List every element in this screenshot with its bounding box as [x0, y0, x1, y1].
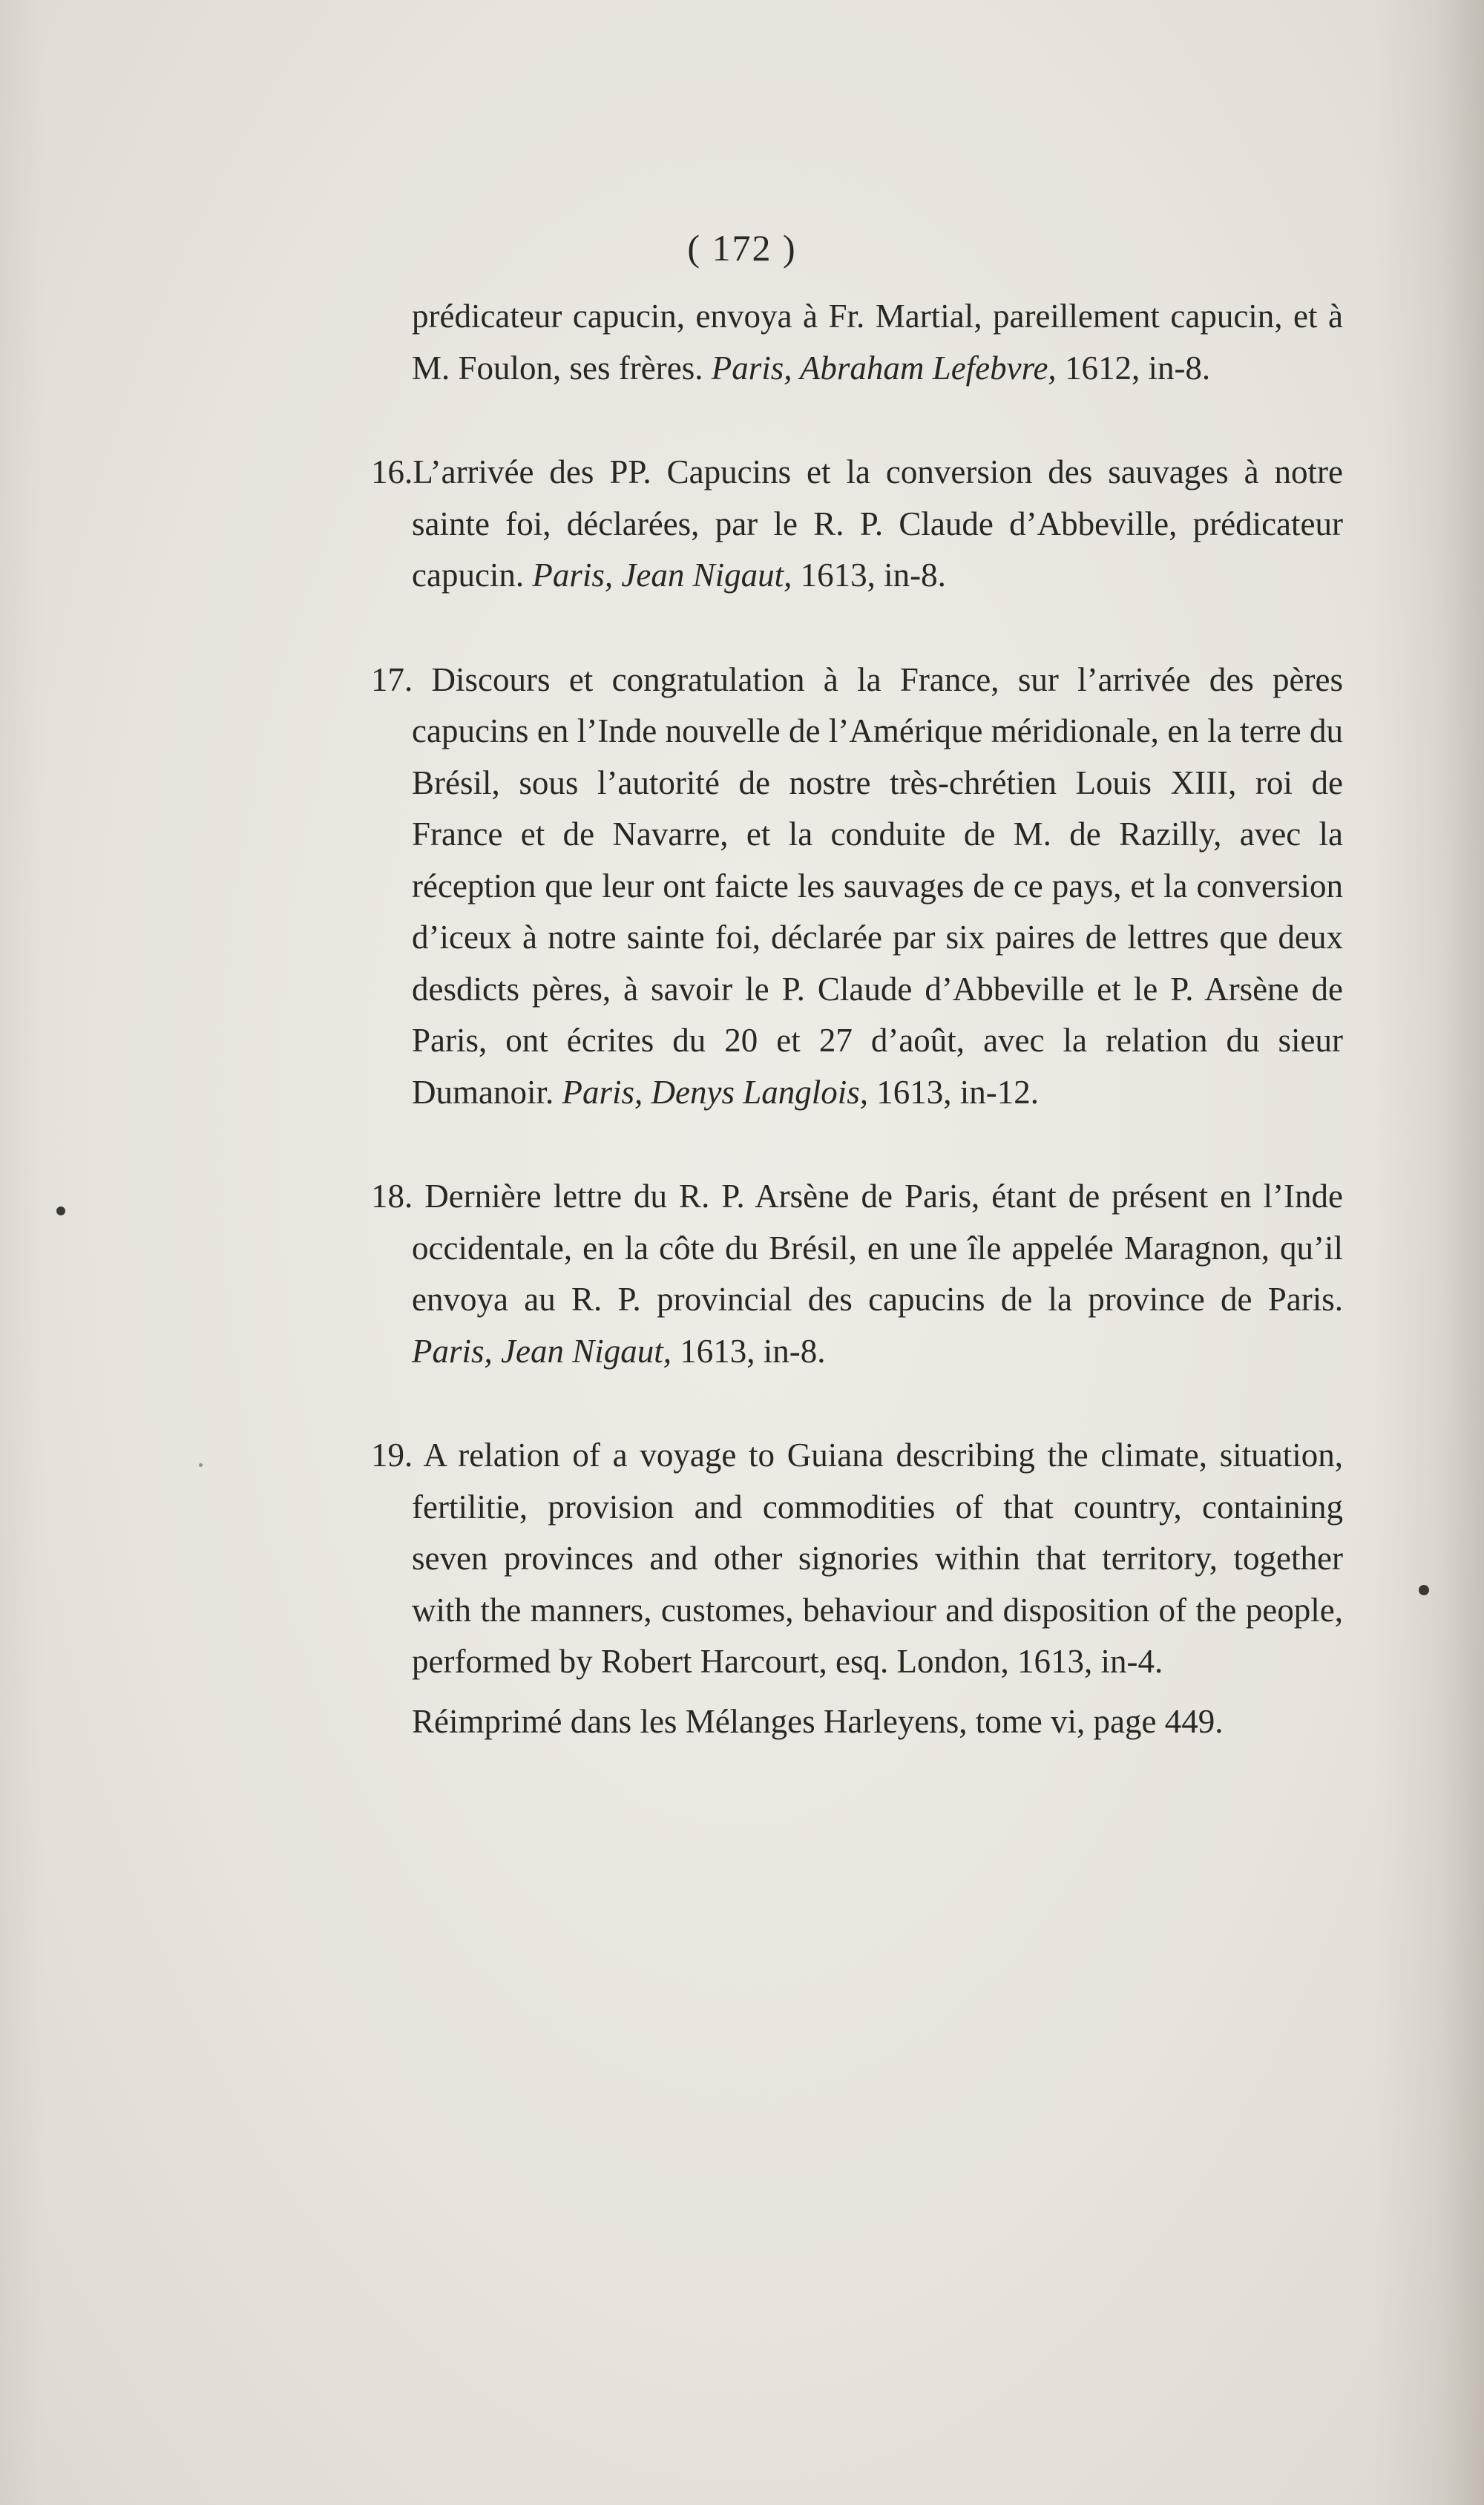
- entry-text: L’arrivée des PP. Capucins et la conversion des sauvages à notre sainte foi, déclarées, par le R. P. Claude d’Abbeville, prédicateur capucin.: [412, 453, 1343, 594]
- ink-speck: [199, 1463, 203, 1467]
- entry-text: Discours et congratulation à la France, sur l’arrivée des pères capucins en l’Inde nouvelle de l’Amérique méridionale, en la terre du Brésil, sous l’autorité de nostre très-chrétien Louis XIII, roi de France et de Navarre, et la conduite de M. de Razilly, avec la réception que leur ont faicte les sauvages de ce pays, et la conversion d’iceux à notre sainte foi, déclarée par six paires de lettres que deux desdicts pères, à savoir le P. Claude d’Abbeville et le P. Arsène de Paris, ont écrites du 20 et 27 d’août, avec la relation du sieur Dumanoir.: [412, 660, 1344, 1111]
- entry-imprint: Paris, Denys Langlois,: [562, 1073, 868, 1111]
- entry-18: [371, 1171, 1343, 1377]
- entry-tail: 1613, in-8.: [671, 1332, 826, 1370]
- entry-text: Dernière lettre du R. P. Arsène de Paris, étant de présent en l’Inde occidentale, en la côte du Brésil, en une île appelée Maragnon, qu’il envoya au R. P. provincial des capucins de la province de Paris.: [412, 1178, 1344, 1318]
- entry-text: prédicateur capucin, envoya à Fr. Martial, pareillement capucin, et à M. Foulon, ses frères.: [412, 298, 1343, 387]
- entry-number: 17.: [371, 660, 413, 698]
- page-number-header: ( 172 ): [687, 227, 797, 269]
- entry-19: [371, 1430, 1343, 1688]
- entry-number: 19.: [371, 1437, 413, 1474]
- bibliography-text: [371, 291, 1343, 1747]
- entry-16: [371, 447, 1343, 602]
- ink-speck: [56, 1206, 65, 1215]
- entry-number: 16.: [371, 453, 413, 490]
- entry-imprint: Paris, Jean Nigaut,: [412, 1332, 672, 1370]
- entry-tail: 1612, in-8.: [1056, 349, 1211, 387]
- entry-tail: 1613, in-12.: [868, 1073, 1039, 1111]
- entry-text: A relation of a voyage to Guiana describing the climate, situation, fertilitie, provision and commodities of that country, containing seven provinces and other signories within that territory, together with the manners, customes, behaviour and disposition of the people, performed by Robert Harcourt, esq. London, 1613, in-4.: [412, 1437, 1344, 1680]
- entry-17: [371, 654, 1343, 1119]
- entry-number: 18.: [371, 1178, 413, 1215]
- entry-imprint: Paris, Abraham Lefebvre,: [711, 349, 1057, 387]
- page-right-shadow: [1373, 0, 1484, 2505]
- entry-continuation: [371, 291, 1343, 394]
- entry-imprint: Paris, Jean Nigaut,: [532, 557, 792, 594]
- page-left-shadow: [0, 0, 45, 2505]
- reprint-note: Réimprimé dans les Mélanges Harleyens, tome vi, page 449.: [412, 1702, 1224, 1740]
- entry-tail: 1613, in-8.: [792, 557, 946, 594]
- ink-speck: [1419, 1585, 1429, 1595]
